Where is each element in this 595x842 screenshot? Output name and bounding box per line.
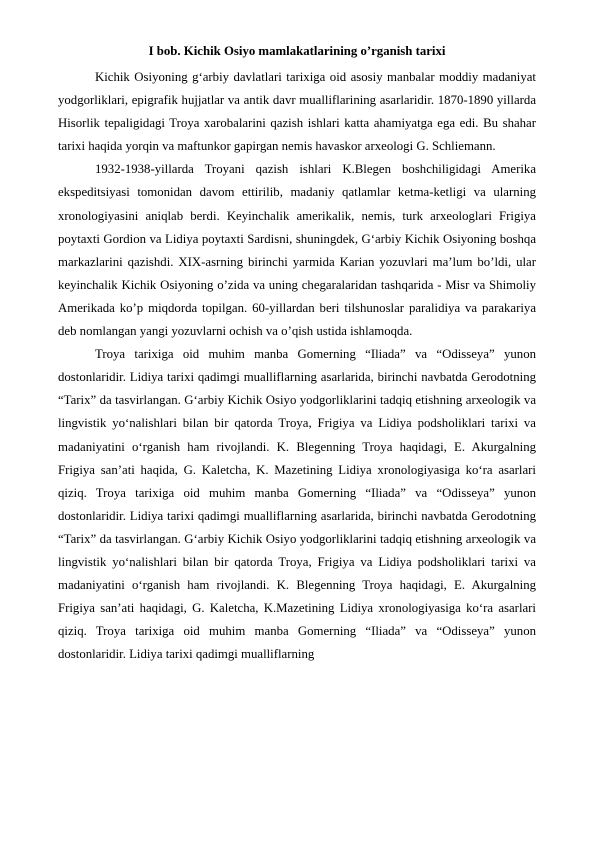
paragraph-excavations: 1932-1938-yillarda Troyani qazish ishlari K.Blegen boshchiligidagi Amerika ekspeditsiyasi tomonidan davom ettirilib, madaniy qatlamlar ketma-ketligi va ularning xronologiyasini aniqlab berdi. Keyinchalik amerikalik, nemis, turk arxeologlari Frigiya poytaxti Gordion va Lidiya poytaxti Sardisni, shuningdek, G‘arbiy Kichik Osiyoning boshqa markazlarini qazishdi. XIX-asrning birinchi yarmida Karian yozuvlari ma’lum bo’ldi, ular keyinchalik Kichik Osiyoning o’zida va uning chegaralaridan tashqarida - Misr va Shimoliy Amerikada ko’p miqdorda topilgan. 60-yillardan beri tilshunoslar paralidiya va parakariya deb nomlangan yangi yozuvlarni ochish va o’qish ustida ishlamoqda. bbox=[58, 162, 536, 339]
document-page bbox=[58, 42, 536, 666]
paragraph-sources: Kichik Osiyoning g‘arbiy davlatlari tarixiga oid asosiy manbalar moddiy madaniyat yodgorliklari, epigrafik hujjatlar va antik davr mualliflarining asarlaridir. 1870-1890 yillarda Hisorlik tepaligidagi Troya xarobalarini qazish ishlari katta ahamiyatga ega edi. Bu shahar tarixi haqida yorqin va maftunkor gapirgan nemis havaskor arxeologi G. Schliemann. bbox=[58, 70, 536, 154]
paragraph-troy-history: Troya tarixiga oid muhim manba Gomerning “Iliada” va “Odisseya” yunon dostonlaridir. Lidiya tarixi qadimgi mualliflarning asarlarida, birinchi navbatda Gerodotning “Tarix” da tasvirlangan. G‘arbiy Kichik Osiyo yodgorliklarini tadqiq etishning arxeologik va lingvistik yo‘nalishlari bilan bir qatorda Troya, Frigiya va Lidiya podsholiklari tarixi va madaniyatini o‘rganish ham rivojlandi. K. Blegenning Troya haqidagi, E. Akurgalning Frigiya san’ati haqida, G. Kaletcha, K. Mazetining Lidiya xronologiyasiga ko‘ra asarlari qiziq. Troya tarixiga oid muhim manba Gomerning “Iliada” va “Odisseya” yunon dostonlaridir. Lidiya tarixi qadimgi mualliflarning asarlarida, birinchi navbatda Gerodotning “Tarix” da tasvirlangan. G‘arbiy Kichik Osiyo yodgorliklarini tadqiq etishning arxeologik va lingvistik yo‘nalishlari bilan bir qatorda Troya, Frigiya va Lidiya podsholiklari tarixi va madaniyatini o‘rganish ham rivojlandi. K. Blegenning Troya haqidagi, E. Akurgalning Frigiya san’ati haqidagi, G. Kaletcha, K.Mazetining Lidiya xronologiyasiga ko‘ra asarlari qiziq. Troya tarixiga oid muhim manba Gomerning “Iliada” va “Odisseya” yunon dostonlaridir. Lidiya tarixi qadimgi mualliflarning bbox=[58, 347, 536, 662]
chapter-title: I bob. Kichik Osiyo mamlakatlarining o’rganish tarixi bbox=[148, 44, 446, 58]
